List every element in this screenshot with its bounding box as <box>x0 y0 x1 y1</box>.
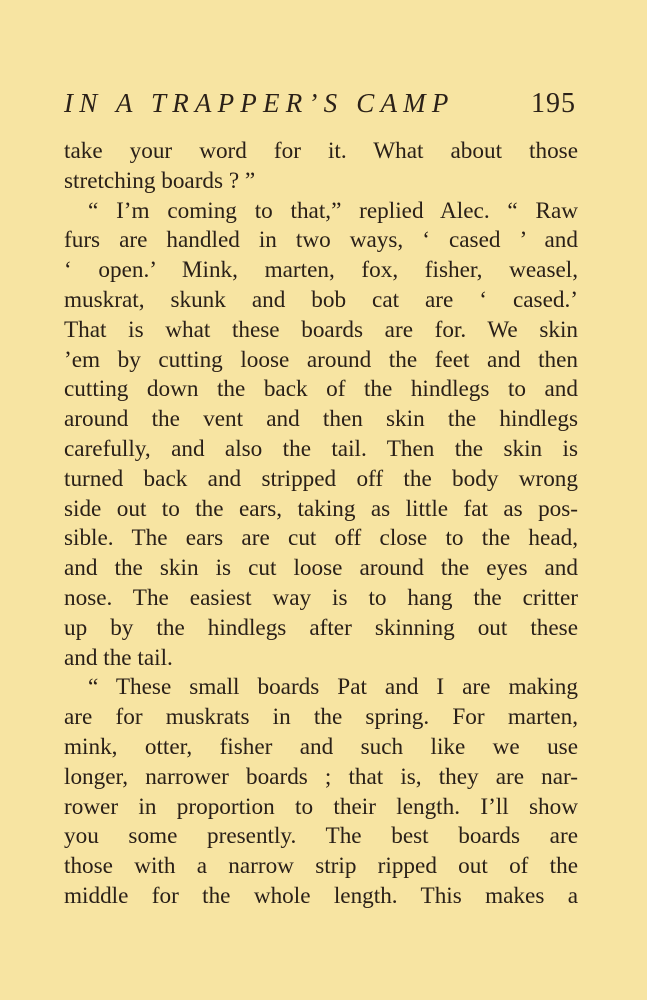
page-number: 195 <box>531 88 576 119</box>
text-line: sible. The ears are cut off close to the head, <box>64 525 578 552</box>
text-line: turned back and stripped off the body wrong <box>64 465 578 492</box>
text-line: around the vent and then skin the hindlegs <box>64 406 578 433</box>
text-line: mink, otter, fisher and such like we use <box>64 733 578 760</box>
text-line: and the skin is cut loose around the eyes and <box>64 555 578 582</box>
text-line: stretching boards ? ” <box>64 167 256 194</box>
text-line: “ These small boards Pat and I are making <box>88 674 578 701</box>
running-title: IN A TRAPPER’S CAMP <box>64 88 455 118</box>
text-line: That is what these boards are for. We skin <box>64 316 578 343</box>
text-line: middle for the whole length. This makes a <box>64 882 578 909</box>
text-line: rower in proportion to their length. I’ll show <box>64 793 578 820</box>
text-line: you some presently. The best boards are <box>64 823 578 850</box>
text-line: take your word for it. What about those <box>64 138 578 164</box>
body-text <box>64 137 578 912</box>
text-line: ‘ open.’ Mink, marten, fox, fisher, weasel, <box>64 257 578 284</box>
text-line: “ I’m coming to that,” replied Alec. “ Raw <box>88 197 578 224</box>
text-line: muskrat, skunk and bob cat are ‘ cased.’ <box>64 286 578 313</box>
text-line: and the tail. <box>64 644 173 671</box>
text-line: longer, narrower boards ; that is, they are nar- <box>64 763 578 790</box>
page-header <box>64 88 580 128</box>
text-line: ’em by cutting loose around the feet and then <box>64 346 578 373</box>
text-line: furs are handled in two ways, ‘ cased ’ and <box>64 227 578 254</box>
text-line: carefully, and also the tail. Then the skin is <box>64 435 578 462</box>
text-line: side out to the ears, taking as little fat as pos- <box>64 495 578 522</box>
text-line: up by the hindlegs after skinning out these <box>64 614 578 641</box>
text-line: nose. The easiest way is to hang the critter <box>64 584 578 611</box>
text-line: are for muskrats in the spring. For marten, <box>64 704 578 731</box>
text-line: cutting down the back of the hindlegs to and <box>64 376 578 403</box>
text-line: those with a narrow strip ripped out of the <box>64 853 578 880</box>
